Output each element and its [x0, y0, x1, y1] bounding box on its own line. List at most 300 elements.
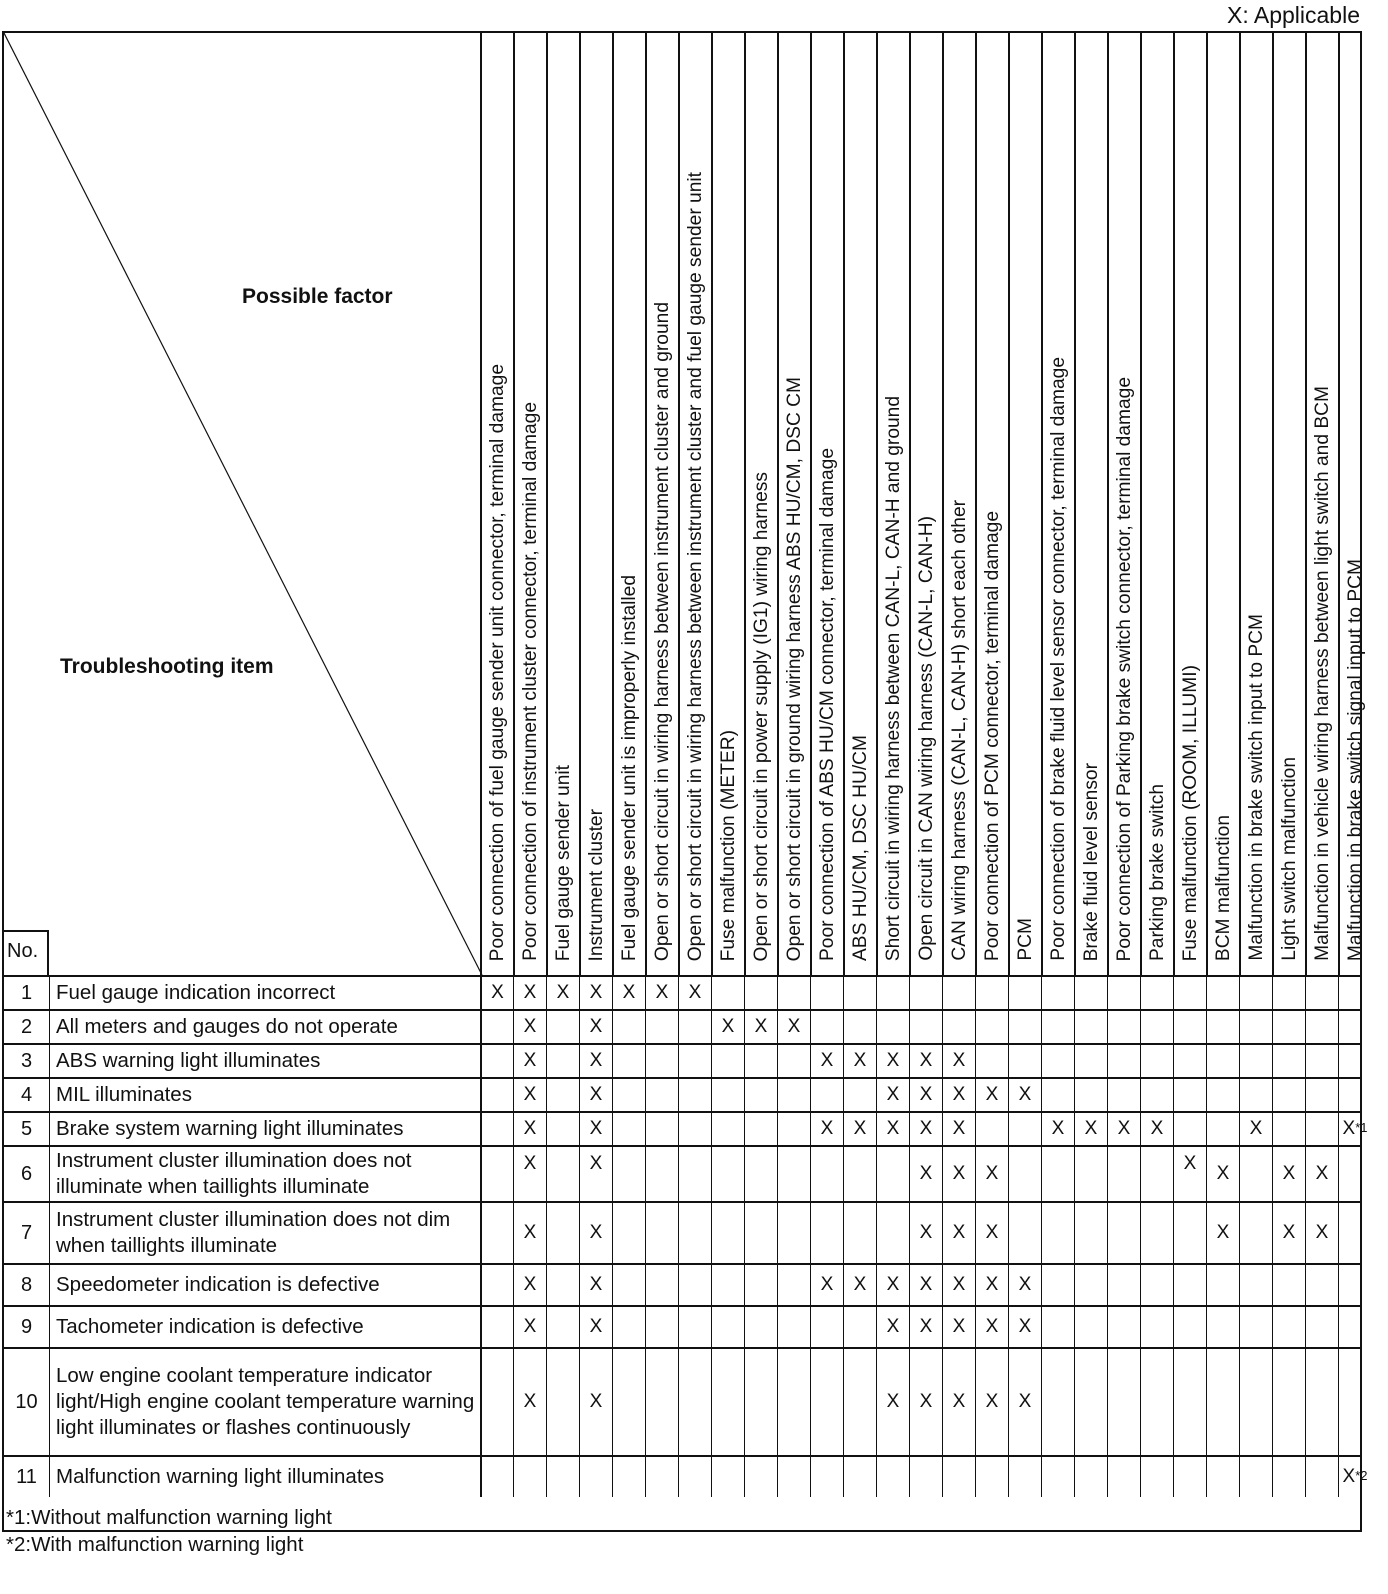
applicable-mark: X [523, 1016, 537, 1037]
mark-cell [909, 977, 942, 1009]
table-row [4, 1201, 1360, 1263]
mark-cell [777, 1079, 810, 1111]
mark-cell [1074, 1307, 1107, 1347]
mark-cell [1008, 1457, 1041, 1497]
row-number: 2 [4, 1011, 50, 1043]
mark-cell [1206, 1079, 1239, 1111]
applicable-mark: X [523, 1084, 537, 1105]
mark-cell [810, 1203, 843, 1263]
mark-cell [942, 1203, 975, 1263]
troubleshooting-item: ABS warning light illuminates [56, 1049, 321, 1072]
mark-cell [513, 1307, 546, 1347]
mark-cell [1305, 977, 1338, 1009]
mark-cell [1305, 1307, 1338, 1347]
mark-cell [1173, 1265, 1206, 1305]
mark-cell [1173, 1349, 1206, 1455]
applicable-mark: X [589, 1316, 603, 1337]
factor-header [546, 33, 579, 975]
mark-cell [975, 1011, 1008, 1043]
applicable-mark: X [589, 1084, 603, 1105]
mark-cell [843, 1113, 876, 1145]
mark-cell [744, 977, 777, 1009]
mark-cell [1173, 1457, 1206, 1497]
mark-cell [711, 1045, 744, 1077]
factor-label: Malfunction in brake switch input to PCM [1246, 614, 1267, 961]
applicable-mark: X [754, 1016, 768, 1037]
mark-cell [678, 1457, 711, 1497]
mark-cell [1173, 1147, 1206, 1201]
mark-cell [579, 1307, 612, 1347]
mark-cell [1305, 1113, 1338, 1145]
table-row [4, 1145, 1360, 1201]
applicable-mark: X [589, 1222, 603, 1243]
factor-header [513, 33, 546, 975]
mark-cell [1206, 1045, 1239, 1077]
troubleshooting-item: Malfunction warning light illuminates [56, 1465, 385, 1488]
mark-cell [579, 1147, 612, 1201]
mark-cell [1107, 1307, 1140, 1347]
mark-cell [876, 1045, 909, 1077]
troubleshooting-item: MIL illuminates [56, 1083, 192, 1106]
mark-cell [942, 1011, 975, 1043]
mark-cell [744, 1113, 777, 1145]
factor-label: Open or short circuit in wiring harness between instrument cluster and ground [652, 301, 673, 961]
footnote: *2:With malfunction warning light [6, 1533, 304, 1556]
applicable-mark: X [886, 1391, 900, 1412]
mark-cell [1008, 1045, 1041, 1077]
mark-cell [975, 1203, 1008, 1263]
troubleshooting-item: Fuel gauge indication incorrect [56, 981, 336, 1004]
mark-cell [1107, 1113, 1140, 1145]
mark-cell [1074, 1045, 1107, 1077]
mark-cell [480, 1203, 513, 1263]
mark-cell [579, 977, 612, 1009]
mark-cell [579, 1079, 612, 1111]
row-number: 9 [4, 1307, 50, 1347]
mark-cell [876, 1457, 909, 1497]
applicable-mark: X [589, 1274, 603, 1295]
mark-cell [711, 1457, 744, 1497]
mark-cell [909, 1457, 942, 1497]
mark-cell [744, 1045, 777, 1077]
factor-header [1239, 33, 1272, 975]
applicable-mark: X [1150, 1118, 1164, 1139]
mark-cell [546, 1265, 579, 1305]
mark-cell [546, 1457, 579, 1497]
applicable-mark: X [523, 1050, 537, 1071]
applicable-mark: X [1018, 1391, 1032, 1412]
mark-cell [1305, 1079, 1338, 1111]
mark-cell [777, 1457, 810, 1497]
mark-cell [612, 1307, 645, 1347]
factor-header [876, 33, 909, 975]
mark-cell [909, 1147, 942, 1201]
mark-cell [480, 1457, 513, 1497]
mark-cell [1140, 1307, 1173, 1347]
mark-cell [777, 977, 810, 1009]
mark-cell [1074, 1079, 1107, 1111]
mark-cell [942, 1307, 975, 1347]
factor-header [909, 33, 942, 975]
mark-cell [1008, 1079, 1041, 1111]
mark-cell [876, 1147, 909, 1201]
table-row [4, 1263, 1360, 1305]
mark-cell [1140, 1011, 1173, 1043]
troubleshooting-item: All meters and gauges do not operate [56, 1015, 398, 1038]
mark-cell [480, 1011, 513, 1043]
mark-cell [1272, 1147, 1305, 1201]
mark-cell [942, 1147, 975, 1201]
mark-cell [843, 1349, 876, 1455]
mark-cell [1041, 1113, 1074, 1145]
mark-cell [744, 1011, 777, 1043]
table-row [4, 1305, 1360, 1347]
troubleshooting-item: Tachometer indication is defective [56, 1315, 364, 1338]
mark-cell [1272, 1265, 1305, 1305]
applicable-mark: X [919, 1050, 933, 1071]
row-number: 6 [4, 1147, 50, 1201]
factor-label: Open circuit in CAN wiring harness (CAN-L, CAN-H) [916, 516, 937, 961]
applicable-mark: X [886, 1050, 900, 1071]
factor-header [480, 33, 513, 975]
mark-cell [909, 1045, 942, 1077]
applicable-mark: X [952, 1391, 966, 1412]
troubleshooting-item: Instrument cluster illumination does not illuminate when taillights illuminate [56, 1149, 412, 1198]
mark-cell [1041, 1307, 1074, 1347]
mark-cell [810, 1113, 843, 1145]
applicable-mark: X [919, 1084, 933, 1105]
applicable-mark: X [919, 1222, 933, 1243]
mark-cell [645, 1147, 678, 1201]
mark-cell [810, 1011, 843, 1043]
factor-label: Fuse malfunction (METER) [718, 729, 739, 961]
troubleshooting-table [2, 31, 1368, 1532]
mark-cell [843, 1147, 876, 1201]
row-number: 10 [4, 1349, 50, 1455]
mark-cell [579, 1113, 612, 1145]
factor-label: PCM [1015, 918, 1036, 961]
mark-cell [645, 977, 678, 1009]
mark-cell [1338, 1203, 1371, 1263]
mark-cell [579, 1457, 612, 1497]
mark-cell [1140, 1045, 1173, 1077]
factor-header [1107, 33, 1140, 975]
factor-header [1272, 33, 1305, 975]
mark-cell [1272, 1349, 1305, 1455]
footnote: *1:Without malfunction warning light [6, 1506, 332, 1529]
mark-cell [942, 1079, 975, 1111]
mark-cell [744, 1203, 777, 1263]
troubleshooting-item: Low engine coolant temperature indicator light/High engine coolant temperature warning light illuminates or flashes continuously [56, 1364, 475, 1439]
table-row [4, 1455, 1368, 1497]
mark-cell [975, 1265, 1008, 1305]
applicable-mark: X [985, 1163, 999, 1184]
mark-cell [975, 977, 1008, 1009]
mark-cell [810, 1307, 843, 1347]
applicable-mark: X [1342, 1118, 1356, 1139]
factor-label: Instrument cluster [586, 808, 607, 961]
mark-cell [1338, 1307, 1371, 1347]
mark-cell [513, 1265, 546, 1305]
applicable-mark: X [655, 982, 669, 1003]
mark-cell [843, 1203, 876, 1263]
applicable-mark: X [919, 1274, 933, 1295]
mark-cell [612, 1349, 645, 1455]
factor-label: Poor connection of instrument cluster connector, terminal damage [520, 402, 541, 961]
mark-cell [1041, 1147, 1074, 1201]
mark-cell [975, 1307, 1008, 1347]
row-number: 7 [4, 1203, 50, 1263]
mark-cell [645, 1113, 678, 1145]
mark-cell [678, 1203, 711, 1263]
mark-cell [1008, 1265, 1041, 1305]
mark-cell [711, 1349, 744, 1455]
mark-cell [546, 1045, 579, 1077]
mark-cell [645, 1265, 678, 1305]
row-number: 5 [4, 1113, 50, 1145]
mark-cell [909, 1079, 942, 1111]
mark-cell [810, 1045, 843, 1077]
applicable-mark: X [1084, 1118, 1098, 1139]
applicable-mark: X [886, 1118, 900, 1139]
applicable-mark: X [886, 1316, 900, 1337]
mark-cell [942, 1045, 975, 1077]
factor-header [678, 33, 711, 975]
applicable-mark: X [853, 1050, 867, 1071]
mark-cell [1206, 1265, 1239, 1305]
applicable-mark: X [1282, 1222, 1296, 1243]
mark-cell [1074, 1265, 1107, 1305]
mark-cell [711, 1011, 744, 1043]
mark-cell [513, 1113, 546, 1145]
factor-header [645, 33, 678, 975]
mark-cell [777, 1307, 810, 1347]
factor-header [1008, 33, 1041, 975]
mark-cell [480, 1079, 513, 1111]
applicable-mark: X [1315, 1163, 1329, 1184]
mark-cell [1140, 1457, 1173, 1497]
mark-cell [1041, 977, 1074, 1009]
troubleshooting-item-label: Troubleshooting item [60, 655, 274, 678]
mark-cell [876, 1349, 909, 1455]
table-row [4, 975, 1360, 1009]
mark-cell [1338, 977, 1371, 1009]
mark-cell [942, 1349, 975, 1455]
applicable-mark: X [919, 1316, 933, 1337]
applicable-mark: X [589, 1153, 603, 1174]
mark-cell [777, 1349, 810, 1455]
mark-cell [1272, 1203, 1305, 1263]
mark-cell [1272, 1011, 1305, 1043]
mark-cell [975, 1147, 1008, 1201]
mark-cell [843, 1307, 876, 1347]
mark-cell [1305, 1203, 1338, 1263]
mark-cell [777, 1147, 810, 1201]
mark-cell [876, 1203, 909, 1263]
mark-cell [1008, 1349, 1041, 1455]
applicable-mark: X [787, 1016, 801, 1037]
mark-cell [1074, 977, 1107, 1009]
mark-cell [480, 1113, 513, 1145]
mark-cell [546, 1147, 579, 1201]
mark-cell [711, 1203, 744, 1263]
applicable-mark: X [985, 1391, 999, 1412]
factor-label: Fuel gauge sender unit is improperly installed [619, 574, 640, 961]
mark-cell [1173, 1045, 1206, 1077]
mark-cell [612, 1147, 645, 1201]
mark-cell [909, 1349, 942, 1455]
mark-cell [1074, 1457, 1107, 1497]
mark-cell [480, 1147, 513, 1201]
factor-label: Light switch malfunction [1279, 757, 1300, 961]
mark-cell [1206, 1113, 1239, 1145]
mark-cell [711, 1307, 744, 1347]
mark-cell [1239, 1113, 1272, 1145]
mark-cell [1173, 1079, 1206, 1111]
factor-header [579, 33, 612, 975]
mark-cell [1338, 1045, 1371, 1077]
mark-cell [678, 977, 711, 1009]
mark-cell [579, 1203, 612, 1263]
mark-cell [1305, 1045, 1338, 1077]
mark-cell [645, 1457, 678, 1497]
mark-cell [1140, 1147, 1173, 1201]
troubleshooting-item: Brake system warning light illuminates [56, 1117, 404, 1140]
factor-label: Malfunction in vehicle wiring harness between light switch and BCM [1312, 386, 1333, 961]
mark-cell [1305, 1265, 1338, 1305]
mark-cell [1206, 1349, 1239, 1455]
footnote-ref: *1 [1355, 1119, 1368, 1135]
applicable-mark: X [886, 1084, 900, 1105]
mark-cell [777, 1203, 810, 1263]
mark-cell [711, 1113, 744, 1145]
mark-cell [843, 1457, 876, 1497]
factor-label: Parking brake switch [1147, 783, 1168, 961]
mark-cell [1239, 1147, 1272, 1201]
mark-cell [975, 1349, 1008, 1455]
mark-cell [810, 1147, 843, 1201]
no-header: No. [4, 930, 49, 975]
troubleshooting-item: Instrument cluster illumination does not dim when taillights illuminate [56, 1208, 451, 1257]
mark-cell [876, 1307, 909, 1347]
mark-cell [513, 1011, 546, 1043]
mark-cell [1239, 1349, 1272, 1455]
applicable-mark: X [523, 1316, 537, 1337]
mark-cell [1107, 1349, 1140, 1455]
applicable-mark: X [985, 1222, 999, 1243]
applicable-mark: X [985, 1274, 999, 1295]
mark-cell [612, 977, 645, 1009]
mark-cell [1338, 1265, 1371, 1305]
mark-cell [909, 1265, 942, 1305]
applicable-mark: X [952, 1050, 966, 1071]
mark-cell [1206, 1203, 1239, 1263]
mark-cell [513, 1079, 546, 1111]
mark-cell [942, 1457, 975, 1497]
mark-cell [744, 1457, 777, 1497]
mark-cell [1041, 1265, 1074, 1305]
mark-cell [810, 977, 843, 1009]
applicable-mark: X [721, 1016, 735, 1037]
table-body [4, 975, 1368, 1497]
mark-cell [744, 1265, 777, 1305]
mark-cell [1107, 1457, 1140, 1497]
mark-cell [678, 1113, 711, 1145]
applicable-mark: X [919, 1163, 933, 1184]
mark-cell [777, 1011, 810, 1043]
mark-cell [975, 1113, 1008, 1145]
mark-cell [1041, 1457, 1074, 1497]
mark-cell [843, 1265, 876, 1305]
mark-cell [1107, 1265, 1140, 1305]
applicable-mark: X [952, 1084, 966, 1105]
mark-cell [513, 1147, 546, 1201]
mark-cell [711, 1079, 744, 1111]
mark-cell [513, 1349, 546, 1455]
mark-cell [744, 1147, 777, 1201]
factor-header [1074, 33, 1107, 975]
mark-cell [810, 1079, 843, 1111]
applicable-mark: X [853, 1274, 867, 1295]
mark-cell [744, 1079, 777, 1111]
mark-cell [1140, 977, 1173, 1009]
mark-cell [480, 977, 513, 1009]
mark-cell [1338, 1113, 1371, 1145]
factor-label: CAN wiring harness (CAN-L, CAN-H) short each other [949, 500, 970, 961]
mark-cell [612, 1079, 645, 1111]
legend: X: Applicable [1227, 2, 1360, 28]
applicable-mark: X [622, 982, 636, 1003]
mark-cell [678, 1265, 711, 1305]
mark-cell [612, 1011, 645, 1043]
factor-label: Poor connection of brake fluid level sensor connector, terminal damage [1048, 357, 1069, 961]
mark-cell [843, 1079, 876, 1111]
factor-header [1041, 33, 1074, 975]
mark-cell [645, 1203, 678, 1263]
factor-header [1338, 33, 1371, 975]
mark-cell [909, 1307, 942, 1347]
factor-label: Fuel gauge sender unit [553, 764, 574, 961]
applicable-mark: X [952, 1163, 966, 1184]
mark-cell [1173, 1011, 1206, 1043]
applicable-mark: X [820, 1118, 834, 1139]
mark-cell [645, 1079, 678, 1111]
applicable-mark: X [820, 1274, 834, 1295]
mark-cell [678, 1045, 711, 1077]
mark-cell [975, 1457, 1008, 1497]
mark-cell [777, 1113, 810, 1145]
mark-cell [1239, 1045, 1272, 1077]
applicable-mark: X [589, 1118, 603, 1139]
mark-cell [1074, 1349, 1107, 1455]
mark-cell [843, 1045, 876, 1077]
mark-cell [1239, 1079, 1272, 1111]
factor-header [843, 33, 876, 975]
applicable-mark: X [1282, 1163, 1296, 1184]
mark-cell [1140, 1203, 1173, 1263]
mark-cell [513, 1457, 546, 1497]
factor-header [612, 33, 645, 975]
applicable-mark: X [1183, 1153, 1197, 1174]
mark-cell [1140, 1113, 1173, 1145]
mark-cell [876, 1265, 909, 1305]
mark-cell [1305, 1349, 1338, 1455]
mark-cell [579, 1349, 612, 1455]
mark-cell [1173, 1203, 1206, 1263]
mark-cell [1272, 1457, 1305, 1497]
mark-cell [612, 1203, 645, 1263]
mark-cell [1239, 1307, 1272, 1347]
